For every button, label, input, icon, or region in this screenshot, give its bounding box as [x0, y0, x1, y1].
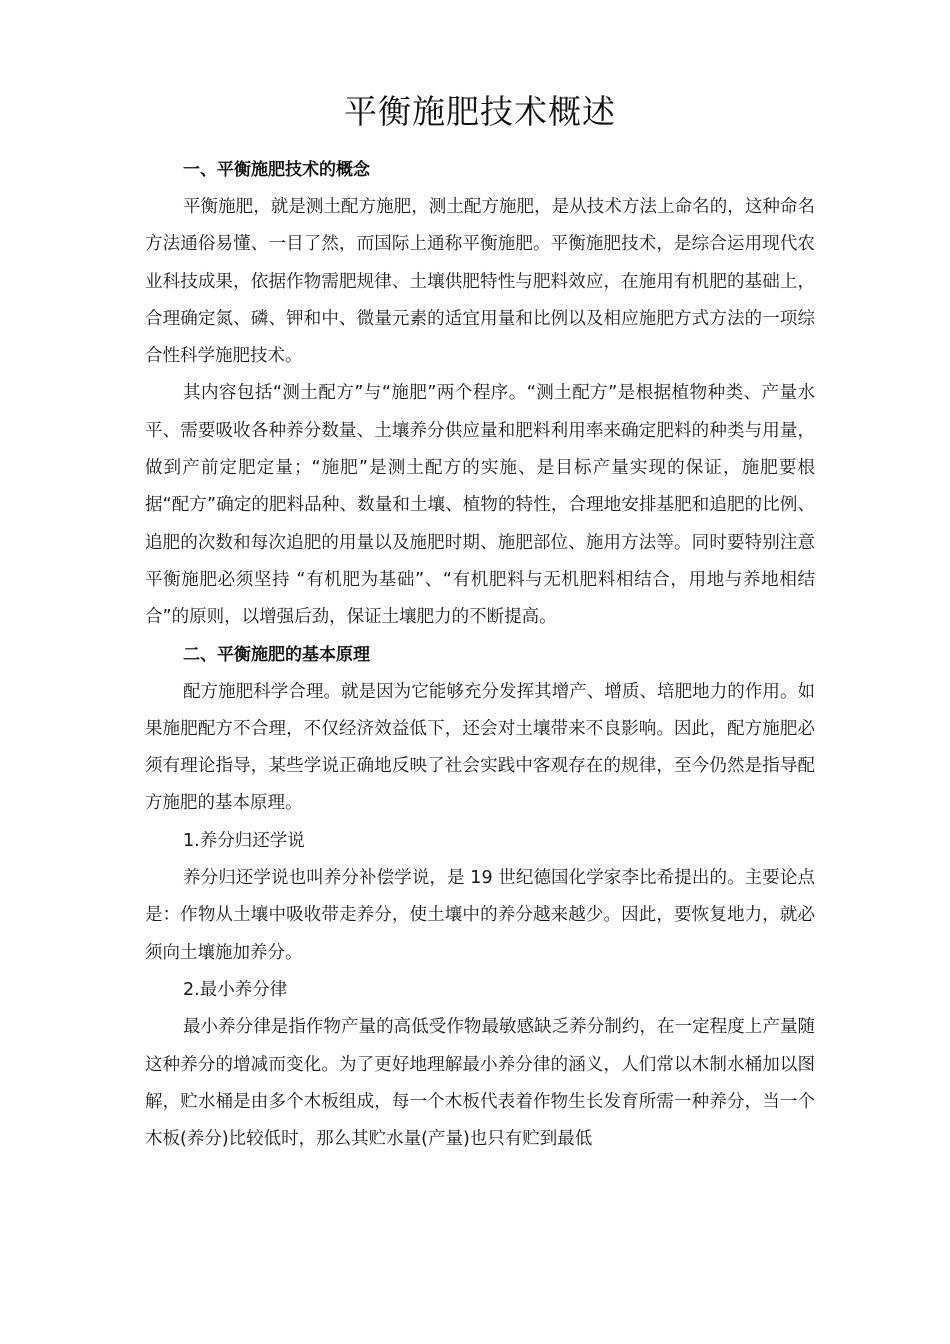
paragraph-principles-intro: 配方施肥科学合理。就是因为它能够充分发挥其增产、增质、培肥地力的作用。如果施肥配方不合理，不仅经济效益低下，还会对土壤带来不良影响。因此，配方施肥必须有理论指导，某些学说正确地反映了社会实践中客观存在的规律，至今仍然是指导配方施肥的基本原理。 — [145, 681, 815, 814]
page-title: 平衡施肥技术概述 — [344, 92, 616, 131]
document-body — [145, 84, 815, 1158]
paragraph-nutrient-return: 养分归还学说也叫养分补偿学说，是 19 世纪德国化学家李比希提出的。主要论点是：作物从土壤中吸收带走养分，使土壤中的养分越来越少。因此，要恢复地力，就必须向土壤施加养分。 — [145, 868, 815, 963]
subheading-nutrient-return: 1.养分归还学说 — [183, 830, 305, 851]
paragraph-definition: 平衡施肥，就是测土配方施肥，测土配方施肥，是从技术方法上命名的，这种命名方法通俗易懂、一目了然，而国际上通称平衡施肥。平衡施肥技术，是综合运用现代农业科技成果，依据作物需肥规律、土壤供肥特性与肥料效应，在施用有机肥的基础上，合理确定氮、磷、钾和中、微量元素的适宜用量和比例以及相应施肥方式方法的一项综合性科学施肥技术。 — [145, 197, 815, 367]
paragraph-minimum-law: 最小养分律是指作物产量的高低受作物最敏感缺乏养分制约，在一定程度上产量随这种养分的增减而变化。为了更好地理解最小养分律的涵义，人们常以木制水桶加以图解，贮水桶是由多个木板组成，每一个木板代表着作物生长发育所需一种养分，当一个木板(养分)比较低时，那么其贮水量(产量)也只有贮到最低 — [145, 1017, 815, 1150]
section-heading-principles: 二、平衡施肥的基本原理 — [183, 644, 370, 665]
section-heading-concept: 一、平衡施肥技术的概念 — [183, 160, 370, 180]
subheading-minimum-law: 2.最小养分律 — [183, 979, 288, 1000]
paragraph-content: 其内容包括“测土配方”与“施肥”两个程序。“测土配方”是根据植物种类、产量水平、需要吸收各种养分数量、土壤养分供应量和肥料利用率来确定肥料的种类与用量，做到产前定肥定量；“施肥”是测土配方的实施、是目标产量实现的保证，施肥要根据“配方”确定的肥料品种、数量和土壤、植物的特性，合理地安排基肥和追肥的比例、追肥的次数和每次追肥的用量以及施肥时期、施肥部位、施用方法等。同时要特别注意平衡施肥必须坚持 “有机肥为基础”、“有机肥料与无机肥料相结合，用地与养地相结合”的原则，以增强后劲，保证土壤肥力的不断提高。 — [145, 383, 815, 628]
